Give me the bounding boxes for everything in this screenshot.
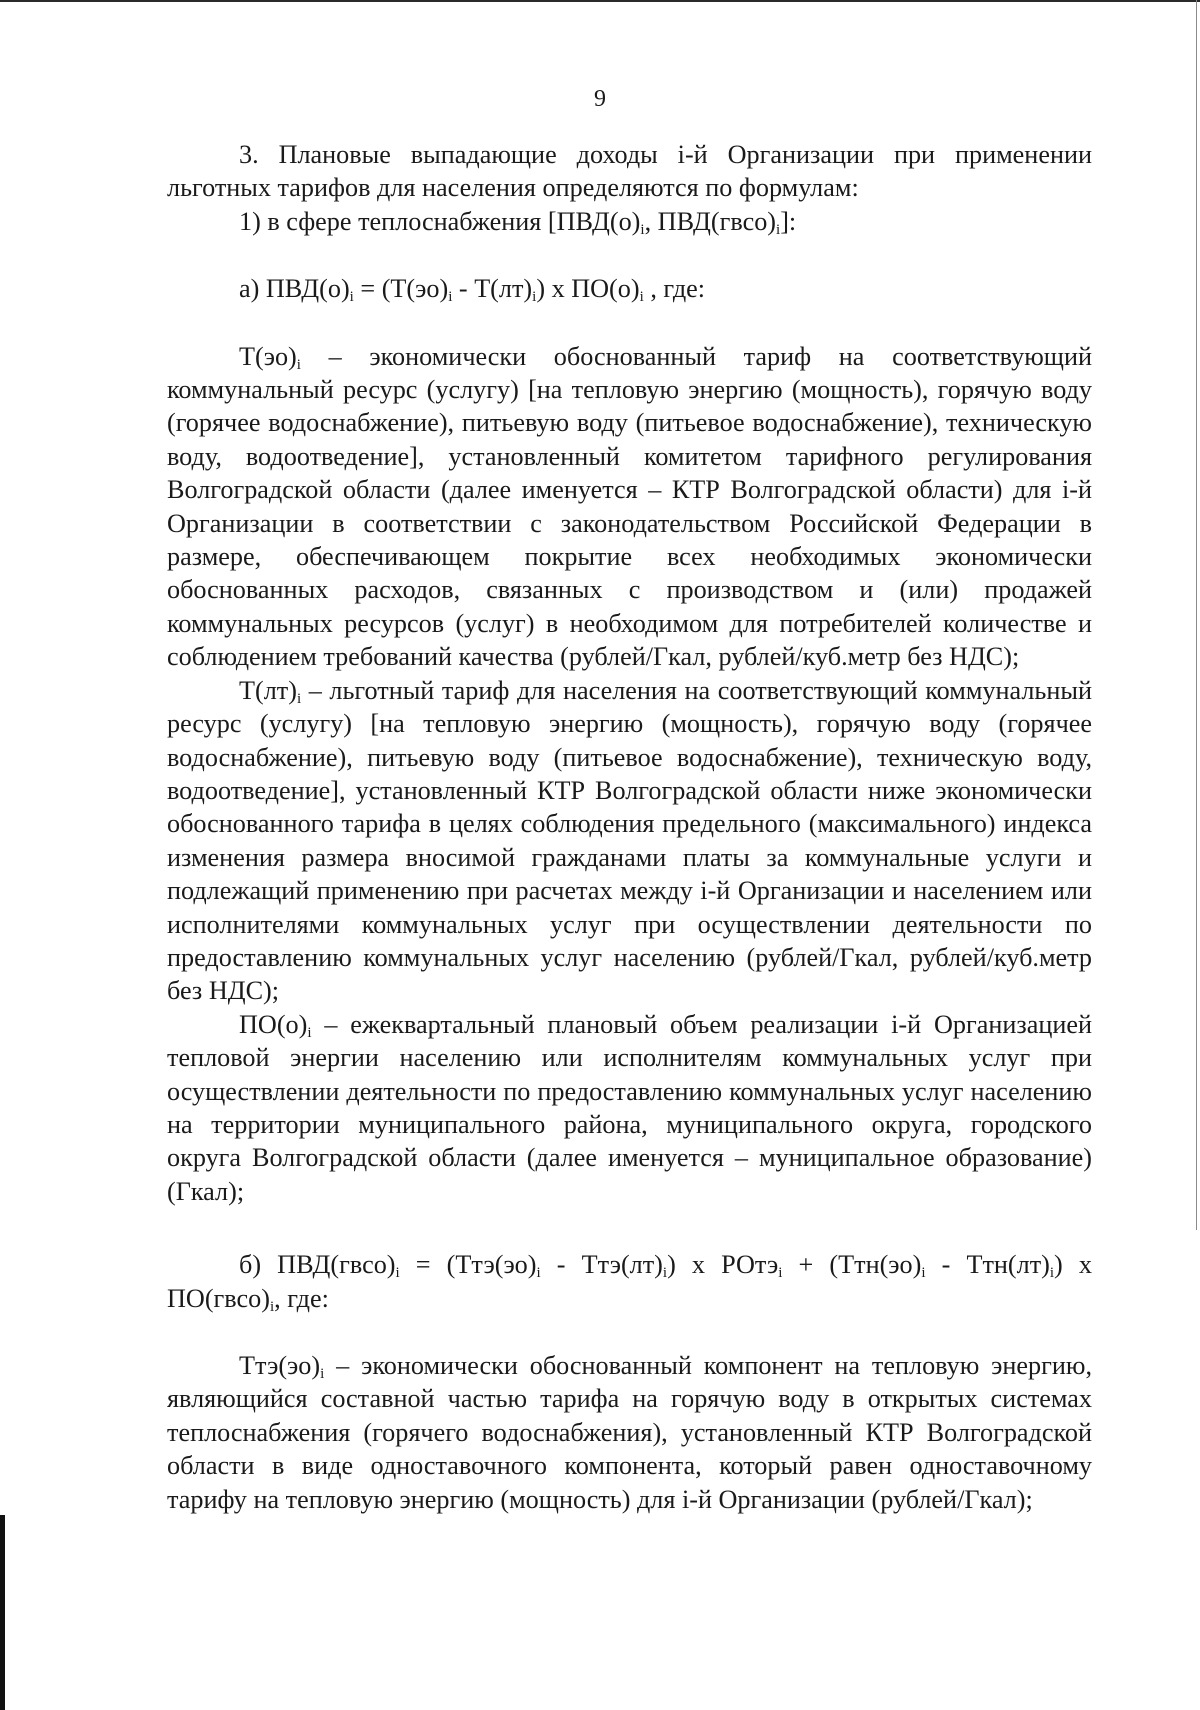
definition-t-eo: $Т(эо)_i$ – экономически обоснованный тариф на соответствующий коммунальный ресурс (услугу) [на тепловую энергию (мощность), горячую воду (горячее водоснабжение), питьевую воду (питьевое водоснабжение), техническую воду, водоотведение], установленный комитетом тарифного регулирования Волгоградской области (далее именуется – КТР Волгоградской области) для i-й Организации в соответствии с законодательством Российской Федерации в размере, обеспечивающем покрытие всех необходимых экономически обоснованных расходов, связанных с производством и (или) продажей коммунальных ресурсов (услуг) в необходимом для потребителей количестве и соблюдением требований качества (рублей/Гкал, рублей/куб.метр без НДС); — [167, 341, 1092, 672]
definition-tte-eo: $Ттэ(эо)_i$ – экономически обоснованный компонент на тепловую энергию, являющийся составной частью тарифа на горячую воду в открытых системах теплоснабжения (горячего водоснабжения), установленный КТР Волгоградской области в виде одноставочного компонента, который равен одноставочному тарифу на тепловую энергию (мощность) для i-й Организации (рублей/Гкал); — [167, 1351, 1092, 1514]
definition-po-o: $ПО(о)_i$ – ежеквартальный плановый объем реализации i-й Организацией тепловой энергии населению или исполнителям коммунальных услуг при осуществлении деятельности по предоставлению коммунальных услуг населению на территории муниципального района, муниципального округа, городского округа Волгоградской области (далее именуется – муниципальное образование) (Гкал); — [167, 1009, 1092, 1206]
document-body — [167, 138, 1092, 1516]
scan-edge-right — [1196, 0, 1197, 1230]
scan-edge-top — [0, 0, 1200, 2]
page-number: 9 — [594, 86, 606, 112]
definition-t-lt: $Т(лт)_i$ – льготный тариф для населения на соответствующий коммунальный ресурс (услугу) [на тепловую энергию (мощность), горячую воду (горячее водоснабжение), питьевую воду (питьевое водоснабжение), техническую воду, водоотведение], установленный КТР Волгоградской области ниже экономически обоснованного тарифа в целях соблюдения предельного (максимального) индекса изменения размера вносимой гражданами платы за коммунальные услуги и подлежащий применению при расчетах между i-й Организации и населением или исполнителями коммунальных услуг при осуществлении деятельности по предоставлению коммунальных услуг населению (рублей/Гкал, рублей/куб.метр без НДС); — [167, 675, 1092, 1006]
scan-edge-left — [0, 1515, 5, 1710]
item-heat-supply: 1) в сфере теплоснабжения [$ПВД(о)_i$, $ПВД(гвсо)_i$]: — [239, 206, 797, 238]
section-intro: 3. Плановые выпадающие доходы i-й Организации при применении льготных тарифов для населения определяются по формулам: — [167, 140, 1092, 203]
formula-b: б) $ПВД(гвсо)_i = (Ттэ(эо)_i - Ттэ(лт)_i)$ х РОтэ$_i$ + $(Ттн(эо)_i - Ттн(лт)_i)$ х $ПО(гвсо)_i$, где: — [167, 1250, 1092, 1315]
formula-a: а) $ПВД(о)_i = (Т(эо)_i - Т(лт)_i)$ х $ПО(о)_i$ , где: — [239, 274, 706, 306]
